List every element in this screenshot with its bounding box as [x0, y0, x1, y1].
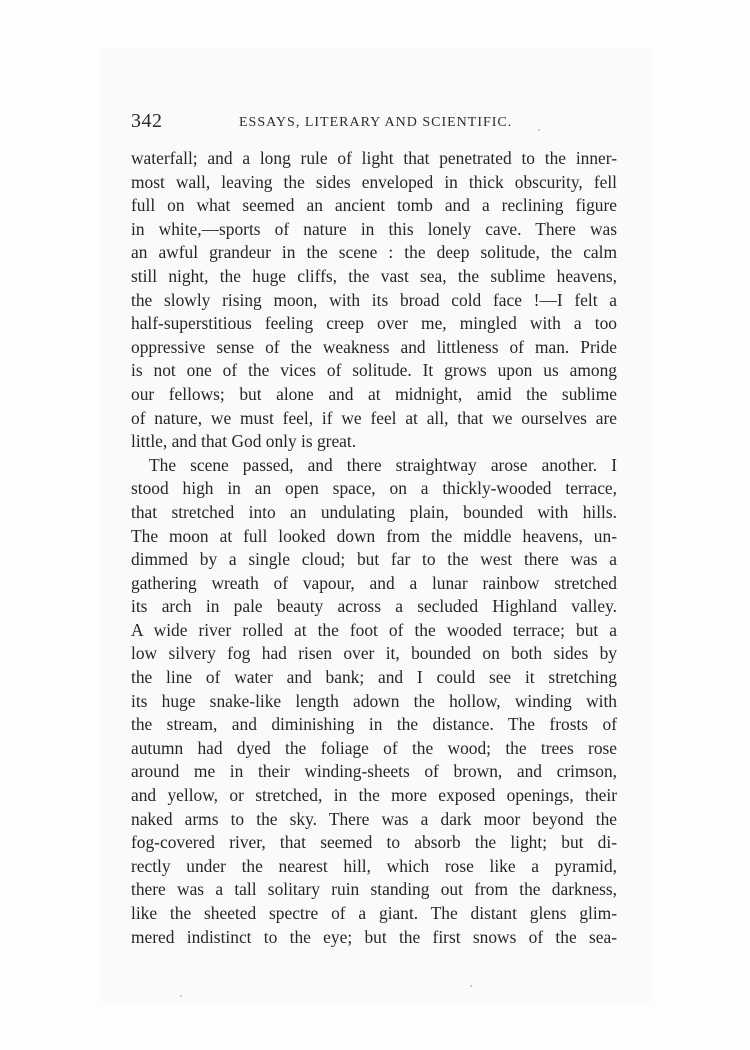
text-line: A wide river rolled at the foot of the wooded terrace; but a — [131, 619, 617, 640]
body-text — [131, 147, 617, 949]
text-line: that stretched into an undulating plain, bounded with hills. — [131, 501, 617, 522]
text-line: still night, the huge cliffs, the vast sea, the sublime heavens, — [131, 265, 617, 286]
text-line: and yellow, or stretched, in the more exposed openings, their — [131, 785, 617, 806]
text-line: like the sheeted spectre of a giant. The distant glens glim- — [131, 903, 617, 923]
text-line: is not one of the vices of solitude. It grows upon us among — [131, 360, 617, 381]
running-head: ESSAYS, LITERARY AND SCIENTIFIC. — [239, 115, 513, 130]
text-line: oppressive sense of the weakness and littleness of man. Pride — [131, 336, 617, 357]
text-line: waterfall; and a long rule of light that penetrated to the inner- — [131, 148, 617, 168]
page-number: 342 — [131, 110, 163, 132]
paragraph-1 — [131, 147, 617, 454]
text-line: The moon at full looked down from the middle heavens, un- — [131, 525, 617, 546]
text-line: naked arms to the sky. There was a dark moor beyond the — [131, 808, 617, 829]
text-line: half-superstitious feeling creep over me, mingled with a too — [131, 313, 617, 334]
text-line: in white,—sports of nature in this lonely cave. There was — [131, 218, 617, 239]
page-header — [131, 110, 617, 140]
text-line: little, and that God only is great. — [131, 431, 357, 452]
text-line: low silvery fog had risen over it, bounded on both sides by — [131, 643, 617, 664]
text-line: stood high in an open space, on a thickly-wooded terrace, — [131, 478, 617, 499]
text-line: the slowly rising moon, with its broad cold face !—I felt a — [131, 289, 617, 310]
text-line: the line of water and bank; and I could see it stretching — [131, 667, 617, 688]
paragraph-2 — [131, 454, 617, 949]
text-line: its arch in pale beauty across a secluded Highland valley. — [131, 596, 617, 617]
scan-speck — [538, 129, 540, 131]
text-line: mered indistinct to the eye; but the first snows of the sea- — [131, 926, 617, 947]
text-line: there was a tall solitary ruin standing out from the darkness, — [131, 879, 617, 900]
text-line: fog-covered river, that seemed to absorb the light; but di- — [131, 832, 617, 853]
text-line: most wall, leaving the sides enveloped in thick obscurity, fell — [131, 171, 617, 192]
text-line: rectly under the nearest hill, which rose like a pyramid, — [131, 855, 617, 876]
text-line: an awful grandeur in the scene : the deep solitude, the calm — [131, 242, 617, 263]
text-line: dimmed by a single cloud; but far to the west there was a — [131, 549, 617, 570]
text-line: The scene passed, and there straightway arose another. I — [149, 454, 617, 475]
text-line: around me in their winding-sheets of brown, and crimson, — [131, 761, 617, 782]
text-line: of nature, we must feel, if we feel at all, that we ourselves are — [131, 407, 617, 428]
text-line: full on what seemed an ancient tomb and a reclining figure — [131, 195, 617, 216]
text-line: autumn had dyed the foliage of the wood; the trees rose — [131, 737, 617, 758]
scan-speck — [180, 995, 182, 997]
scan-speck — [470, 985, 472, 987]
text-line: the stream, and diminishing in the distance. The frosts of — [131, 714, 617, 735]
text-line: our fellows; but alone and at midnight, amid the sublime — [131, 383, 617, 404]
text-line: its huge snake-like length adown the hollow, winding with — [131, 690, 617, 711]
text-line: gathering wreath of vapour, and a lunar rainbow stretched — [131, 572, 617, 593]
